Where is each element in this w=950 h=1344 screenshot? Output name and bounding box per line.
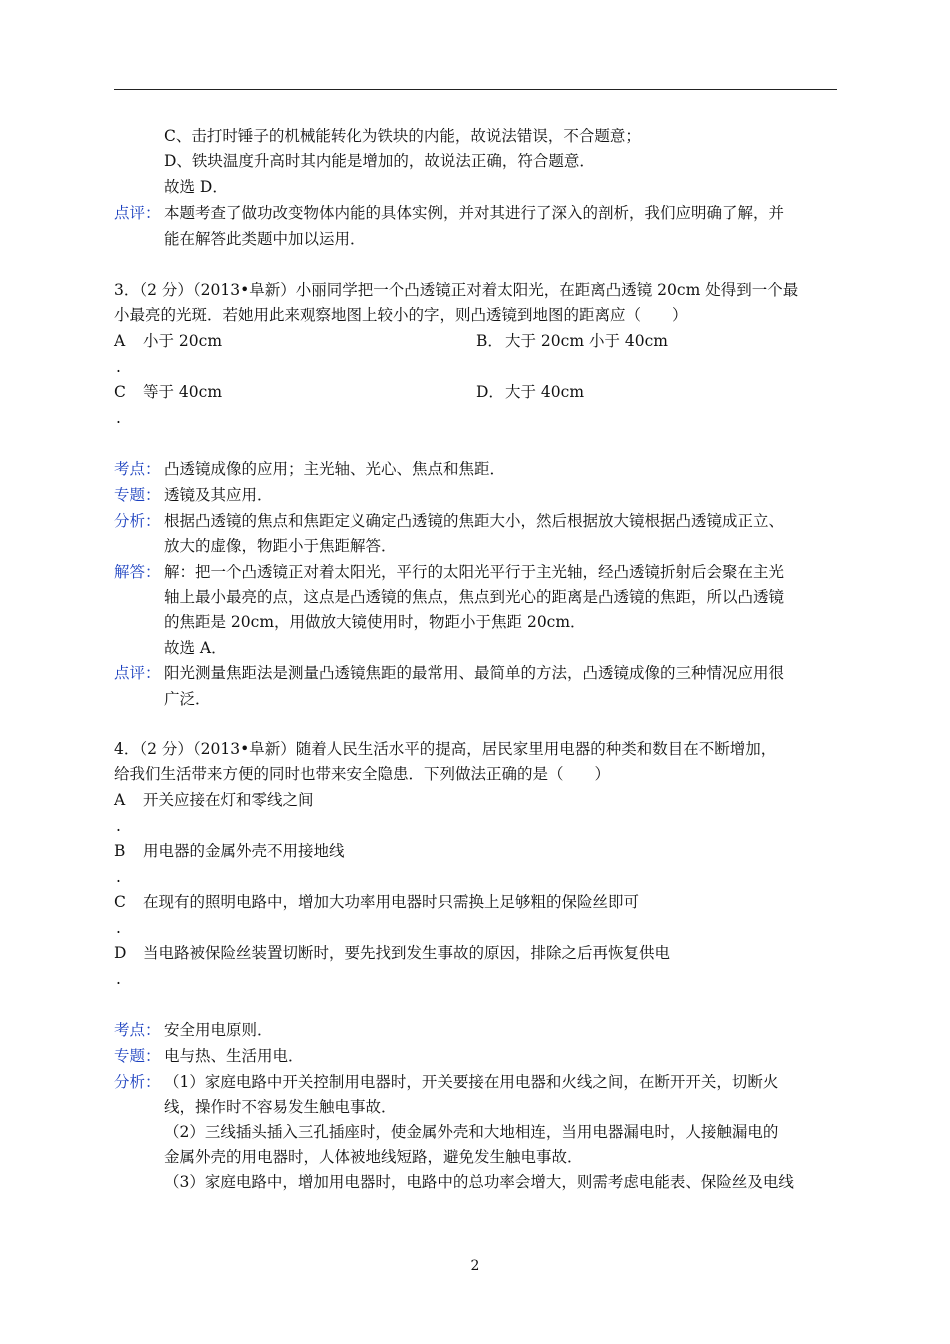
q3-stem-line-2: 小最亮的光斑．若她用此来观察地图上较小的字，则凸透镜到地图的距离应（ ） — [114, 306, 688, 324]
page-number: 2 — [470, 1258, 480, 1274]
q3-kaodian-label: 考点： — [114, 460, 161, 478]
q4-option-c-dot: . — [116, 919, 121, 937]
q4-zhuanti: 电与热、生活用电． — [164, 1047, 304, 1065]
q3-option-d-text: 大于 40cm — [505, 383, 585, 401]
q3-option-a-text: 小于 20cm — [143, 332, 223, 350]
q3-option-c-text: 等于 40cm — [143, 383, 223, 401]
q4-fenxi-line-4: 金属外壳的用电器时，人体被地线短路，避免发生触电事故． — [164, 1148, 583, 1166]
q3-option-d-letter: D． — [476, 383, 504, 401]
q3-jieda-line-1: 解：把一个凸透镜正对着太阳光，平行的太阳光平行于主光轴，经凸透镜折射后会聚在主光 — [164, 563, 785, 581]
q3-jieda-label: 解答： — [114, 563, 161, 581]
q4-option-c-text: 在现有的照明电路中，增加大功率用电器时只需换上足够粗的保险丝即可 — [143, 893, 640, 911]
prev-line-1: C、击打时锤子的机械能转化为铁块的内能，故说法错误，不合题意； — [164, 127, 641, 145]
q4-kaodian-label: 考点： — [114, 1021, 161, 1039]
q3-jieda-line-2: 轴上最小最亮的点，这点是凸透镜的焦点，焦点到光心的距离是凸透镜的焦距，所以凸透镜 — [164, 588, 785, 606]
q3-zhuanti-label: 专题： — [114, 486, 161, 504]
q4-option-d-letter: D — [114, 944, 127, 962]
q4-option-c-letter: C — [114, 893, 126, 911]
prev-line-2: D、铁块温度升高时其内能是增加的，故说法正确，符合题意． — [164, 152, 595, 170]
q4-option-a-letter: A — [114, 791, 126, 809]
q3-dianping-label: 点评： — [114, 664, 161, 682]
prev-review-line-1: 本题考查了做功改变物体内能的具体实例，并对其进行了深入的剖析，我们应明确了解，并 — [164, 204, 785, 222]
q3-option-c-letter: C — [114, 383, 126, 401]
q3-jieda-line-4: 故选 A． — [164, 639, 227, 657]
q4-kaodian: 安全用电原则． — [164, 1021, 273, 1039]
q3-zhuanti: 透镜及其应用． — [164, 486, 273, 504]
q4-stem-line-2: 给我们生活带来方便的同时也带来安全隐患．下列做法正确的是（ ） — [114, 765, 611, 783]
q4-option-a-text: 开关应接在灯和零线之间 — [143, 791, 314, 809]
q4-fenxi-label: 分析： — [114, 1073, 161, 1091]
q3-dianping-line-1: 阳光测量焦距法是测量凸透镜焦距的最常用、最简单的方法，凸透镜成像的三种情况应用很 — [164, 664, 785, 682]
q4-option-b-text: 用电器的金属外壳不用接地线 — [143, 842, 345, 860]
q4-option-b-dot: . — [116, 868, 121, 886]
q4-fenxi-line-3: （2）三线插头插入三孔插座时，使金属外壳和大地相连，当用电器漏电时，人接触漏电的 — [164, 1123, 779, 1141]
q3-option-a-dot: . — [116, 358, 121, 376]
header-rule — [114, 89, 837, 90]
q4-stem-line-1: 4．（2 分）（2013•阜新）随着人民生活水平的提高，居民家里用电器的种类和数目在不断增加， — [114, 740, 777, 758]
q3-option-b-letter: B． — [476, 332, 503, 350]
q3-fenxi-line-2: 放大的虚像，物距小于焦距解答． — [164, 537, 397, 555]
q4-option-a-dot: . — [116, 817, 121, 835]
q3-jieda-line-3: 的焦距是 20cm，用做放大镜使用时，物距小于焦距 20cm． — [164, 613, 586, 631]
prev-review-label: 点评： — [114, 204, 161, 222]
q4-option-d-text: 当电路被保险丝装置切断时，要先找到发生事故的原因，排除之后再恢复供电 — [143, 944, 671, 962]
q4-fenxi-line-2: 线，操作时不容易发生触电事故． — [164, 1098, 397, 1116]
q3-fenxi-line-1: 根据凸透镜的焦点和焦距定义确定凸透镜的焦距大小，然后根据放大镜根据凸透镜成正立、 — [164, 512, 785, 530]
q3-option-b-text: 大于 20cm 小于 40cm — [505, 332, 668, 350]
q3-stem-line-1: 3．（2 分）（2013•阜新）小丽同学把一个凸透镜正对着太阳光，在距离凸透镜 20cm 处得到一个最 — [114, 281, 799, 299]
q4-option-d-dot: . — [116, 970, 121, 988]
q4-option-b-letter: B — [114, 842, 126, 860]
q4-fenxi-line-1: （1）家庭电路中开关控制用电器时，开关要接在用电器和火线之间，在断开开关，切断火 — [164, 1073, 779, 1091]
prev-line-3: 故选 D． — [164, 178, 228, 196]
q3-kaodian: 凸透镜成像的应用；主光轴、光心、焦点和焦距． — [164, 460, 506, 478]
prev-review-line-2: 能在解答此类题中加以运用． — [164, 230, 366, 248]
q4-zhuanti-label: 专题： — [114, 1047, 161, 1065]
q3-dianping-line-2: 广泛． — [164, 690, 211, 708]
q3-fenxi-label: 分析： — [114, 512, 161, 530]
q4-fenxi-line-5: （3）家庭电路中，增加用电器时，电路中的总功率会增大，则需考虑电能表、保险丝及电线 — [164, 1173, 794, 1191]
q3-option-c-dot: . — [116, 409, 121, 427]
q3-option-a-letter: A — [114, 332, 126, 350]
